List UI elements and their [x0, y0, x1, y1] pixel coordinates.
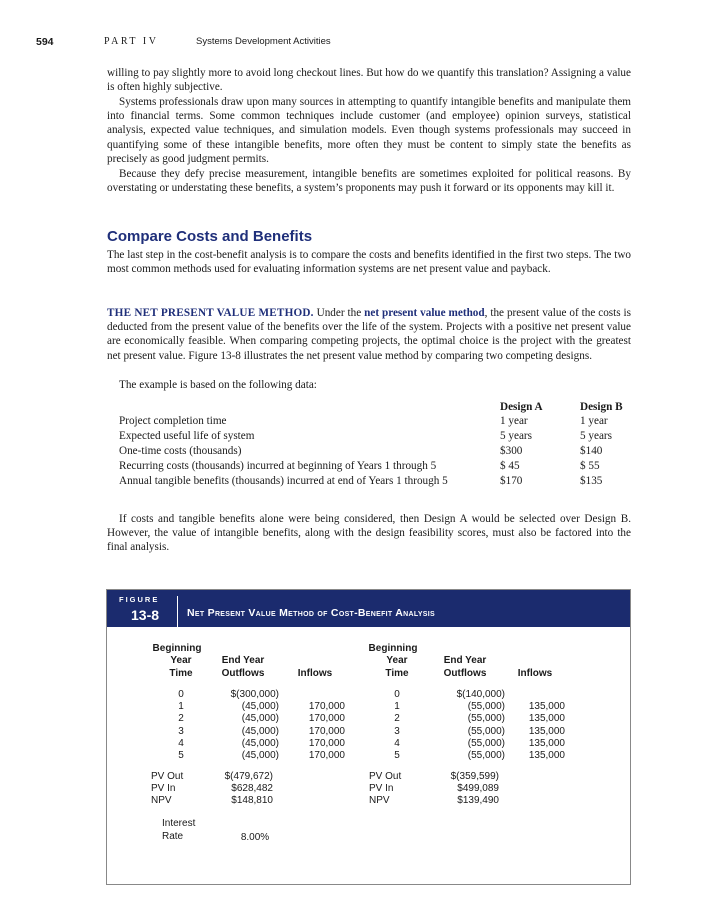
design-b-summary-value: $(359,599): [450, 771, 499, 782]
design-data-table: [119, 399, 639, 490]
design-b-outflow-cell: (55,000): [467, 750, 505, 761]
table-cell: 1 year: [500, 415, 528, 427]
design-b-header-time: Beginning: [368, 643, 418, 654]
design-a-header-time: Beginning: [152, 643, 202, 654]
page-number: 594: [36, 36, 54, 48]
table-cell: $300: [500, 445, 523, 457]
design-b-header-inflows: Inflows: [517, 668, 553, 679]
design-a-outflow-cell: (45,000): [241, 750, 279, 761]
design-b-year-cell: 1: [394, 701, 400, 713]
interest-rate-label: Rate: [162, 831, 184, 842]
running-head: [36, 36, 331, 48]
design-a-header-time: Year: [170, 655, 192, 666]
design-b-summary-value: $139,490: [457, 795, 499, 807]
table-cell: 5 years: [580, 430, 612, 442]
paragraph-6: The example is based on the following data:: [119, 379, 317, 391]
design-b-outflow-cell: (55,000): [467, 713, 505, 725]
design-b-summary-label: PV In: [369, 783, 394, 795]
design-a-year-cell: 2: [178, 713, 184, 725]
design-a-outflow-cell: (45,000): [241, 725, 279, 737]
table-cell: $ 45: [500, 460, 520, 472]
design-a-summary-value: $628,482: [231, 783, 273, 795]
design-b-summary-label: NPV: [369, 795, 390, 807]
section-title: Systems Development Activities: [196, 36, 331, 47]
table-cell: One-time costs (thousands): [119, 445, 242, 457]
design-a-inflow-cell: 170,000: [308, 750, 345, 761]
design-b-header-outflows: Outflows: [443, 668, 487, 679]
table-cell: Annual tangible benefits (thousands) incurred at end of Years 1 through 5: [119, 475, 448, 487]
table-row: [119, 430, 639, 445]
figure-divider: [177, 596, 178, 627]
paragraph-4: The last step in the cost-benefit analysis is to compare the costs and benefits identified in the first two steps. The two most common methods used for evaluating information systems are net present value and payback.: [107, 249, 631, 276]
design-a-year-cell: 5: [178, 750, 184, 761]
table-row: [119, 460, 639, 475]
design-b-header-outflows: End Year: [443, 655, 487, 666]
design-a-summary-value: $(479,672): [224, 771, 273, 782]
paragraph-5-text-a: Under the: [313, 307, 365, 319]
table-header-row: [119, 399, 639, 415]
paragraph-3: Because they defy precise measurement, intangible benefits are sometimes exploited for political reasons. By overstating or understating these benefits, a system’s proponents may push it forward or its opponents may kill it.: [107, 168, 631, 195]
interest-rate-label: Interest: [162, 818, 196, 829]
design-b-outflow-cell: $(140,000): [456, 689, 505, 700]
table-cell: 5 years: [500, 430, 532, 442]
design-b-year-cell: 4: [394, 737, 400, 749]
design-b-inflow-cell: 135,000: [528, 713, 565, 725]
table-header-cell: Design B: [580, 401, 623, 413]
table-header-cell: Design A: [500, 401, 543, 413]
design-b-outflow-cell: (55,000): [467, 725, 505, 737]
design-a-outflow-cell: (45,000): [241, 713, 279, 725]
design-b-summary-label: PV Out: [369, 771, 402, 782]
design-a-header-inflows: Inflows: [297, 668, 333, 679]
design-a-header-time: Time: [169, 668, 193, 679]
table-cell: $ 55: [580, 460, 600, 472]
design-a-year-cell: 3: [178, 725, 184, 737]
table-cell: 1 year: [580, 415, 608, 427]
paragraph-2: Systems professionals draw upon many sources in attempting to quantify intangible benefits and manipulate them into financial terms. Some common techniques include customer (and employee) opinion surveys, statistical analysis, expected value techniques, and simulation models. Even though systems professionals may succeed in quantifying some of these intangible benefits, more often they must be content to simply state the benefits as precisely as good judgment permits.: [107, 96, 631, 165]
design-a-header-outflows: End Year: [221, 655, 265, 666]
table-cell: Expected useful life of system: [119, 430, 255, 442]
design-a-outflow-cell: $(300,000): [230, 689, 279, 700]
design-a-inflow-cell: 170,000: [308, 737, 345, 749]
interest-rate-value: 8.00%: [240, 832, 270, 843]
table-cell: $135: [580, 475, 603, 487]
figure-label: FIGURE: [119, 595, 160, 604]
table-row: [119, 475, 639, 490]
design-a-inflow-cell: 170,000: [308, 713, 345, 725]
design-a-inflow-cell: 170,000: [308, 701, 345, 713]
design-a-year-cell: 1: [178, 701, 184, 713]
design-a-header-outflows: Outflows: [221, 668, 265, 679]
figure-13-8: [106, 589, 631, 885]
design-b-inflow-cell: 135,000: [528, 725, 565, 737]
design-b-header-time: Year: [386, 655, 408, 666]
design-b-inflow-cell: 135,000: [528, 701, 565, 713]
design-b-outflow-cell: (55,000): [467, 701, 505, 713]
table-row: [119, 445, 639, 460]
design-a-summary-label: PV Out: [151, 771, 184, 782]
design-a-outflow-cell: (45,000): [241, 737, 279, 749]
figure-number: 13-8: [131, 607, 160, 623]
design-b-inflow-cell: 135,000: [528, 737, 565, 749]
design-a-summary-label: NPV: [151, 795, 172, 807]
design-b-year-cell: 5: [394, 750, 400, 761]
table-cell: $140: [580, 445, 603, 457]
design-a-outflow-cell: (45,000): [241, 701, 279, 713]
design-a-summary-label: PV In: [151, 783, 176, 795]
figure-header: [107, 590, 630, 627]
design-a-inflow-cell: 170,000: [308, 725, 345, 737]
design-b-year-cell: 2: [394, 713, 400, 725]
section-heading: Compare Costs and Benefits: [107, 228, 313, 245]
paragraph-5-text-b: , the present value of the costs is deducted from the present value of the benefits over the life of the system. Projects with a positive net present value are economically feasible. When comparing competing projects, the optimal choice is the project with the greatest net present value. Figure 13-8 illustrates the net present value method by comparing two competing designs.: [107, 307, 631, 362]
design-b-header-time: Time: [385, 668, 409, 679]
design-b-outflow-cell: (55,000): [467, 737, 505, 749]
part-label: PART IV: [104, 36, 159, 47]
figure-title: Net Present Value Method of Cost-Benefit Analysis: [187, 607, 435, 619]
design-a-summary-value: $148,810: [231, 795, 273, 807]
design-a-year-cell: 0: [178, 689, 184, 700]
table-cell: $170: [500, 475, 523, 487]
table-row: [119, 415, 639, 430]
key-term: net present value method: [364, 307, 485, 319]
paragraph-7: If costs and tangible benefits alone were being considered, then Design A would be selected over Design B. However, the value of intangible benefits, along with the design feasibility scores, must also be factored into the final analysis.: [107, 513, 631, 554]
design-b-year-cell: 0: [394, 689, 400, 700]
design-b-inflow-cell: 135,000: [528, 750, 565, 761]
design-b-summary-value: $499,089: [457, 783, 499, 795]
design-a-year-cell: 4: [178, 737, 184, 749]
table-header-cell: [119, 399, 500, 415]
paragraph-1: willing to pay slightly more to avoid long checkout lines. But how do we quantify this translation? Assigning a value is often highly subjective.: [107, 67, 631, 94]
table-cell: Recurring costs (thousands) incurred at beginning of Years 1 through 5: [119, 460, 437, 472]
table-cell: Project completion time: [119, 415, 227, 427]
runin-heading: THE NET PRESENT VALUE METHOD.: [107, 307, 314, 319]
paragraph-5: [107, 306, 631, 363]
design-b-year-cell: 3: [394, 725, 400, 737]
